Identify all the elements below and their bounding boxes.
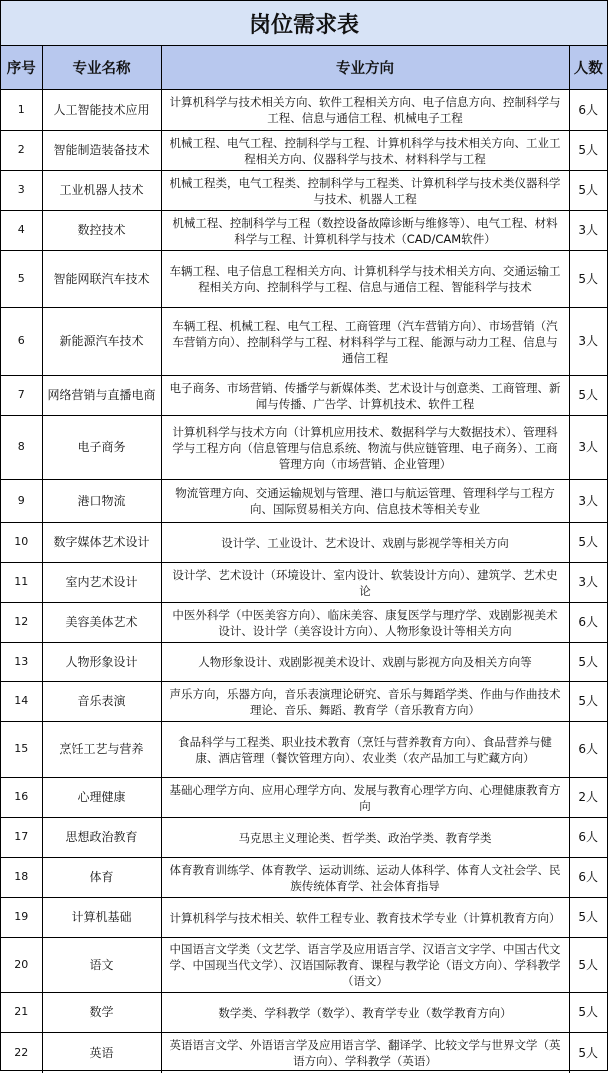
row-count: 6人 [569, 90, 607, 131]
row-index: 11 [1, 563, 42, 603]
row-direction: 设计学、艺术设计（环境设计、室内设计、软装设计方向）、建筑学、艺术史论 [161, 563, 569, 603]
row-major: 英语 [42, 1033, 161, 1073]
row-major: 新能源汽车技术 [42, 308, 161, 376]
row-major: 数控技术 [42, 211, 161, 251]
row-major: 心理健康 [42, 778, 161, 818]
row-index: 16 [1, 778, 42, 818]
row-direction: 中医外科学（中医美容方向）、临床美容、康复医学与理疗学、戏剧影视美术设计、设计学（美容设计方向）、人物形象设计等相关方向 [161, 603, 569, 643]
row-count: 5人 [569, 376, 607, 416]
row-index: 5 [1, 251, 42, 308]
row-index: 3 [1, 171, 42, 211]
row-direction: 计算机科学与技术相关方向、软件工程相关方向、电子信息方向、控制科学与工程、信息与通信工程、机械电子工程 [161, 90, 569, 131]
table-row [1, 643, 607, 682]
row-count: 5人 [569, 938, 607, 993]
row-major: 音乐表演 [42, 682, 161, 722]
row-count: 3人 [569, 211, 607, 251]
row-major: 烹饪工艺与营养 [42, 722, 161, 778]
header-row [1, 46, 607, 90]
header-index: 序号 [1, 46, 42, 90]
row-index: 19 [1, 898, 42, 938]
row-major: 人物形象设计 [42, 643, 161, 682]
row-index: 8 [1, 416, 42, 480]
table-row [1, 938, 607, 993]
header-major: 专业名称 [42, 46, 161, 90]
row-major: 思想政治教育 [42, 818, 161, 858]
table-row [1, 1033, 607, 1073]
row-major: 数学 [42, 993, 161, 1033]
row-count: 3人 [569, 308, 607, 376]
row-direction: 食品科学与工程类、职业技术教育（烹饪与营养教育方向）、食品营养与健康、酒店管理（餐饮管理方向）、农业类（农产品加工与贮藏方向） [161, 722, 569, 778]
row-count: 6人 [569, 603, 607, 643]
row-index: 13 [1, 643, 42, 682]
row-index: 15 [1, 722, 42, 778]
table-row [1, 211, 607, 251]
row-direction: 计算机科学与技术相关、软件工程专业、教育技术学专业（计算机教育方向） [161, 898, 569, 938]
row-index: 10 [1, 523, 42, 563]
table-row [1, 682, 607, 722]
row-direction: 中国语言文学类（文艺学、语言学及应用语言学、汉语言文字学、中国古代文学、中国现当代文学）、汉语国际教育、课程与教学论（语文方向）、学科教学（语文） [161, 938, 569, 993]
row-direction: 数学类、学科教学（数学）、教育学专业（数学教育方向） [161, 993, 569, 1033]
row-count: 6人 [569, 818, 607, 858]
row-direction: 物流管理方向、交通运输规划与管理、港口与航运管理、管理科学与工程方向、国际贸易相关方向、信息技术等相关专业 [161, 480, 569, 523]
row-index: 21 [1, 993, 42, 1033]
table-row [1, 308, 607, 376]
row-index: 18 [1, 858, 42, 898]
row-direction: 设计学、工业设计、艺术设计、戏剧与影视学等相关方向 [161, 523, 569, 563]
row-count: 5人 [569, 898, 607, 938]
row-index: 17 [1, 818, 42, 858]
row-count: 3人 [569, 416, 607, 480]
header-direction: 专业方向 [161, 46, 569, 90]
row-count: 3人 [569, 480, 607, 523]
table-row [1, 251, 607, 308]
row-direction: 电子商务、市场营销、传播学与新媒体类、艺术设计与创意类、工商管理、新闻与传播、广告学、计算机技术、软件工程 [161, 376, 569, 416]
row-index: 1 [1, 90, 42, 131]
row-count: 5人 [569, 993, 607, 1033]
row-major: 美容美体艺术 [42, 603, 161, 643]
row-count: 5人 [569, 131, 607, 171]
row-major: 港口物流 [42, 480, 161, 523]
row-count: 2人 [569, 778, 607, 818]
row-index: 7 [1, 376, 42, 416]
row-count: 5人 [569, 171, 607, 211]
table-row [1, 858, 607, 898]
row-count: 5人 [569, 1033, 607, 1073]
row-direction: 马克思主义理论类、哲学类、政治学类、教育学类 [161, 818, 569, 858]
row-major: 电子商务 [42, 416, 161, 480]
row-direction: 机械工程类，电气工程类、控制科学与工程类、计算机科学与技术类仪器科学与技术、机器人工程 [161, 171, 569, 211]
row-count: 5人 [569, 251, 607, 308]
row-direction: 体育教育训练学、体育教学、运动训练、运动人体科学、体育人文社会学、民族传统体育学、社会体育指导 [161, 858, 569, 898]
row-major: 室内艺术设计 [42, 563, 161, 603]
row-direction: 人物形象设计、戏剧影视美术设计、戏剧与影视方向及相关方向等 [161, 643, 569, 682]
row-count: 3人 [569, 563, 607, 603]
row-major: 智能网联汽车技术 [42, 251, 161, 308]
row-index: 6 [1, 308, 42, 376]
row-major: 语文 [42, 938, 161, 993]
row-count: 5人 [569, 682, 607, 722]
row-count: 6人 [569, 858, 607, 898]
table-row [1, 171, 607, 211]
row-index: 12 [1, 603, 42, 643]
table-row [1, 993, 607, 1033]
table-row [1, 376, 607, 416]
table-row [1, 563, 607, 603]
row-direction: 车辆工程、电子信息工程相关方向、计算机科学与技术相关方向、交通运输工程相关方向、控制科学与工程、信息与通信工程、智能科学与技术 [161, 251, 569, 308]
table-row [1, 131, 607, 171]
row-major: 智能制造装备技术 [42, 131, 161, 171]
row-index: 22 [1, 1033, 42, 1073]
row-major: 工业机器人技术 [42, 171, 161, 211]
row-index: 9 [1, 480, 42, 523]
table-row [1, 722, 607, 778]
row-major: 人工智能技术应用 [42, 90, 161, 131]
row-direction: 声乐方向，乐器方向，音乐表演理论研究、音乐与舞蹈学类、作曲与作曲技术理论、音乐、舞蹈、教育学（音乐教育方向） [161, 682, 569, 722]
table-row [1, 603, 607, 643]
table-row [1, 480, 607, 523]
requirements-table [1, 46, 607, 1073]
row-count: 6人 [569, 722, 607, 778]
header-count: 人数 [569, 46, 607, 90]
row-count: 5人 [569, 523, 607, 563]
table-row [1, 778, 607, 818]
row-direction: 机械工程、控制科学与工程（数控设备故障诊断与维修等）、电气工程、材料科学与工程、计算机科学与技术（CAD/CAM软件） [161, 211, 569, 251]
row-major: 体育 [42, 858, 161, 898]
row-major: 网络营销与直播电商 [42, 376, 161, 416]
row-direction: 基础心理学方向、应用心理学方向、发展与教育心理学方向、心理健康教育方向 [161, 778, 569, 818]
table-row [1, 523, 607, 563]
table-row [1, 898, 607, 938]
table-row [1, 90, 607, 131]
row-index: 4 [1, 211, 42, 251]
row-count: 5人 [569, 643, 607, 682]
row-major: 计算机基础 [42, 898, 161, 938]
row-direction: 计算机科学与技术方向（计算机应用技术、数据科学与大数据技术）、管理科学与工程方向（信息管理与信息系统、物流与供应链管理、电子商务）、工商管理方向（市场营销、企业管理） [161, 416, 569, 480]
row-major: 数字媒体艺术设计 [42, 523, 161, 563]
sheet-title: 岗位需求表 [1, 1, 607, 46]
row-direction: 机械工程、电气工程、控制科学与工程、计算机科学与技术相关方向、工业工程相关方向、仪器科学与技术、材料科学与工程 [161, 131, 569, 171]
table-row [1, 416, 607, 480]
row-direction: 车辆工程、机械工程、电气工程、工商管理（汽车营销方向）、市场营销（汽车营销方向）、控制科学与工程、材料科学与工程、能源与动力工程、信息与通信工程 [161, 308, 569, 376]
row-index: 2 [1, 131, 42, 171]
row-index: 14 [1, 682, 42, 722]
row-direction: 英语语言文学、外语语言学及应用语言学、翻译学、比较文学与世界文学（英语方向）、学科教学（英语） [161, 1033, 569, 1073]
table-row [1, 818, 607, 858]
row-index: 20 [1, 938, 42, 993]
